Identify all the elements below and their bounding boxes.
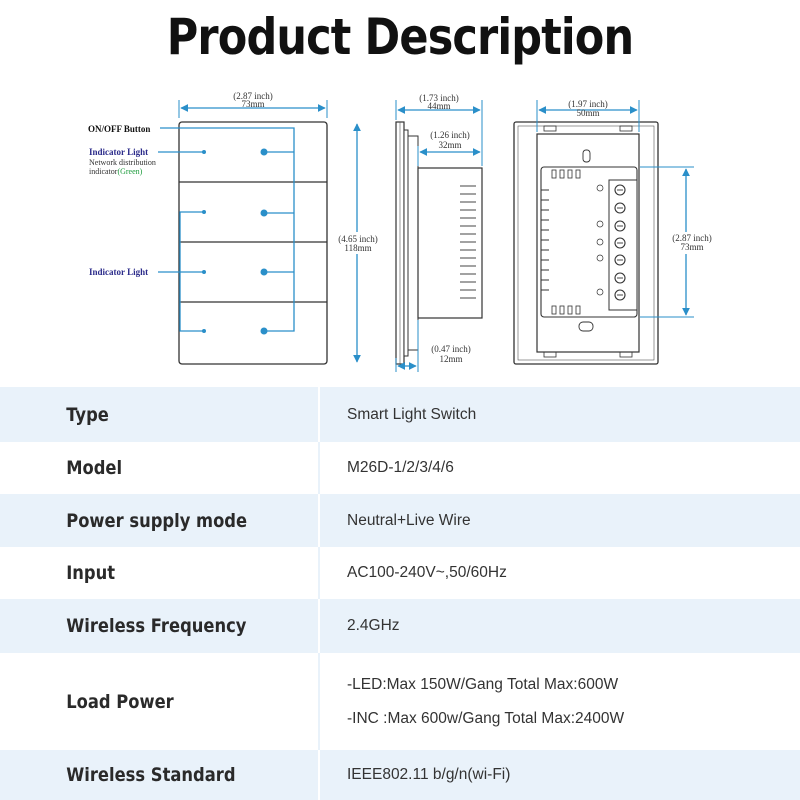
- table-row: [0, 547, 800, 599]
- spec-value: AC100-240V~,50/60Hz: [347, 564, 507, 581]
- back-height-mm: 73mm: [680, 242, 704, 252]
- front-view: [158, 100, 357, 364]
- network-indicator-green: (Green): [117, 167, 143, 176]
- spec-label: Power supply mode: [66, 509, 248, 532]
- side-depth-inch: (1.73 inch): [419, 93, 459, 103]
- network-indicator-label: Network distribution: [89, 158, 156, 167]
- dimension-diagram: [0, 0, 800, 385]
- network-indicator-label-2: indicator: [89, 167, 118, 176]
- front-width-mm: 73mm: [241, 99, 265, 109]
- side-inner-mm: 32mm: [438, 140, 462, 150]
- indicator-light-label: Indicator Light: [89, 147, 149, 157]
- onoff-button-label: ON/OFF Button: [88, 124, 151, 134]
- page-title: Product Description: [166, 8, 634, 66]
- back-view: [514, 100, 694, 364]
- table-row: [0, 442, 800, 494]
- spec-value: 2.4GHz: [347, 617, 400, 634]
- indicator-light-label-2: Indicator Light: [89, 267, 149, 277]
- spec-label: Wireless Standard: [66, 764, 236, 786]
- table-row: [0, 387, 800, 442]
- table-row: [0, 599, 800, 653]
- front-height-mm: 118mm: [344, 243, 372, 253]
- side-depth-mm: 44mm: [427, 101, 451, 111]
- back-width-mm: 50mm: [576, 108, 600, 118]
- spec-value: Neutral+Live Wire: [347, 511, 471, 529]
- back-height-inch: (2.87 inch): [672, 233, 712, 243]
- spec-label: Type: [66, 403, 109, 426]
- table-row: [0, 653, 800, 750]
- spec-value: IEEE802.11 b/g/n(wi-Fi): [347, 766, 511, 783]
- front-width-inch: (2.87 inch): [233, 91, 273, 101]
- spec-value: M26D-1/2/3/4/6: [347, 459, 454, 476]
- side-inner-inch: (1.26 inch): [430, 130, 470, 140]
- front-height-inch: (4.65 inch): [338, 234, 378, 244]
- spec-value: -LED:Max 150W/Gang Total Max:600W -INC :Max 600w/Gang Total Max:2400W: [347, 675, 625, 727]
- spec-label: Model: [66, 457, 123, 479]
- spec-label: Input: [66, 562, 116, 584]
- spec-label: Load Power: [66, 690, 174, 713]
- back-width-inch: (1.97 inch): [568, 99, 608, 109]
- side-plate-inch: (0.47 inch): [431, 344, 471, 354]
- spec-label: Wireless Frequency: [66, 615, 247, 637]
- side-plate-mm: 12mm: [439, 354, 463, 364]
- table-row: [0, 494, 800, 547]
- spec-table: [0, 387, 800, 800]
- table-row: [0, 750, 800, 800]
- svg-text:indicator(Green): [89, 167, 143, 176]
- spec-value: Smart Light Switch: [347, 405, 477, 423]
